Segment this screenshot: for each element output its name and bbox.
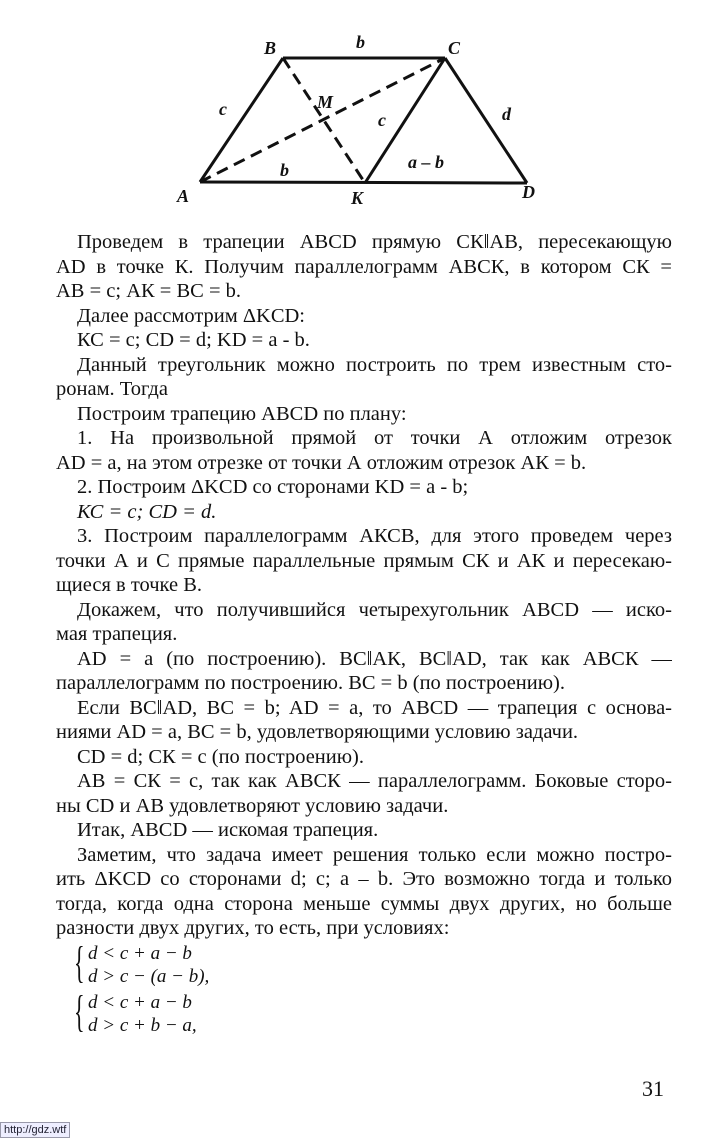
text-line: АВ = c; АК = ВС = b. [56,280,242,302]
text-line: AD = a (по построению). ВС‖АК, ВС‖AD, так как АВСК — [77,647,672,670]
label-b-point: B [264,38,277,58]
text-line: CD = d; СК = c (по построению). [77,745,365,768]
text-line: разности двух других, то есть, при условиях: [56,917,450,939]
footer-link[interactable]: http://gdz.wtf [0,1122,70,1138]
text-line: Если ВС‖AD, ВС = b; AD = a, то ABCD — трапеция с основа- [77,696,672,719]
page-number: 31 [642,1076,664,1101]
text-line: 2. Построим ΔKCD со сторонами KD = a - b; [77,476,469,498]
label-ck: c [378,110,386,130]
text-line: ны CD и АВ удовлетворяют условию задачи. [56,794,449,817]
label-ak: b [280,160,289,180]
text-line: КС = c; CD = d. [77,500,217,523]
label-ab: c [219,99,227,119]
label-k-point: K [351,188,364,208]
inequality: d < c + a − b [88,943,192,964]
text-line: Докажем, что получившийся четырехугольник ABCD — иско- [77,598,672,621]
side-ab [200,58,283,182]
text-line: АВ = СК = c, так как АВСК — параллелограмм. Боковые сторо- [77,770,672,792]
text-line: 1. На произвольной прямой от точки А отложим отрезок [77,427,672,449]
text-line: ронам. Тогда [56,378,168,400]
label-d-point: D [522,182,535,202]
brace-icon: { [74,938,85,987]
inequality-system-2 [74,987,197,1037]
text-line: КС = c; CD = d; KD = a - b. [77,329,310,351]
inequality-system-1 [74,938,210,988]
text-line: ниями AD = a, ВС = b, удовлетворяющими условию задачи. [56,721,579,743]
text-line: Проведем в трапеции ABCD прямую СК‖АВ, пересекающую [77,231,672,253]
solution-text [56,230,672,941]
side-ad [200,182,527,183]
trapezoid-figure [0,0,721,215]
text-line: Далее рассмотрим ΔKCD: [77,304,306,327]
inequality: d > c − (a − b), [88,966,210,987]
label-c-point: C [448,38,461,58]
label-kd: a – b [408,152,444,172]
label-cd: d [502,104,511,124]
text-line: Заметим, что задача имеет решения только если можно постро- [77,843,672,866]
text-line: Построим трапецию ABCD по плану: [77,402,407,425]
inequality: d < c + a − b [88,992,192,1013]
text-line: щиеся в точке В. [56,574,203,596]
side-cd [445,58,527,183]
inequality: d > c + b − a, [88,1015,197,1036]
text-line: Итак, ABCD — искомая трапеция. [77,819,379,841]
text-line: мая трапеция. [56,623,178,645]
text-line: ить ΔKCD со сторонами d; c; a – b. Это возможно тогда и только [56,868,672,890]
text-line: AD = a, на этом отрезке от точки А отложим отрезок АК = b. [56,451,587,474]
text-line: параллелограмм по построению. ВС = b (по построению). [56,672,566,694]
text-line: тогда, когда одна сторона меньше суммы двух других, но больше [56,892,672,915]
text-line: Данный треугольник можно построить по трем известным сто- [77,353,672,376]
brace-icon: { [74,987,85,1036]
label-m-point: M [317,92,334,112]
label-a-point: A [177,186,190,206]
text-line: AD в точке К. Получим параллелограмм АВСК, в котором СК = [56,255,672,278]
text-line: точки А и С прямые параллельные прямым СК и АК и пересекаю- [56,549,672,572]
label-bc: b [356,32,365,52]
text-line: 3. Построим параллелограмм АКСВ, для этого проведем через [77,525,672,547]
